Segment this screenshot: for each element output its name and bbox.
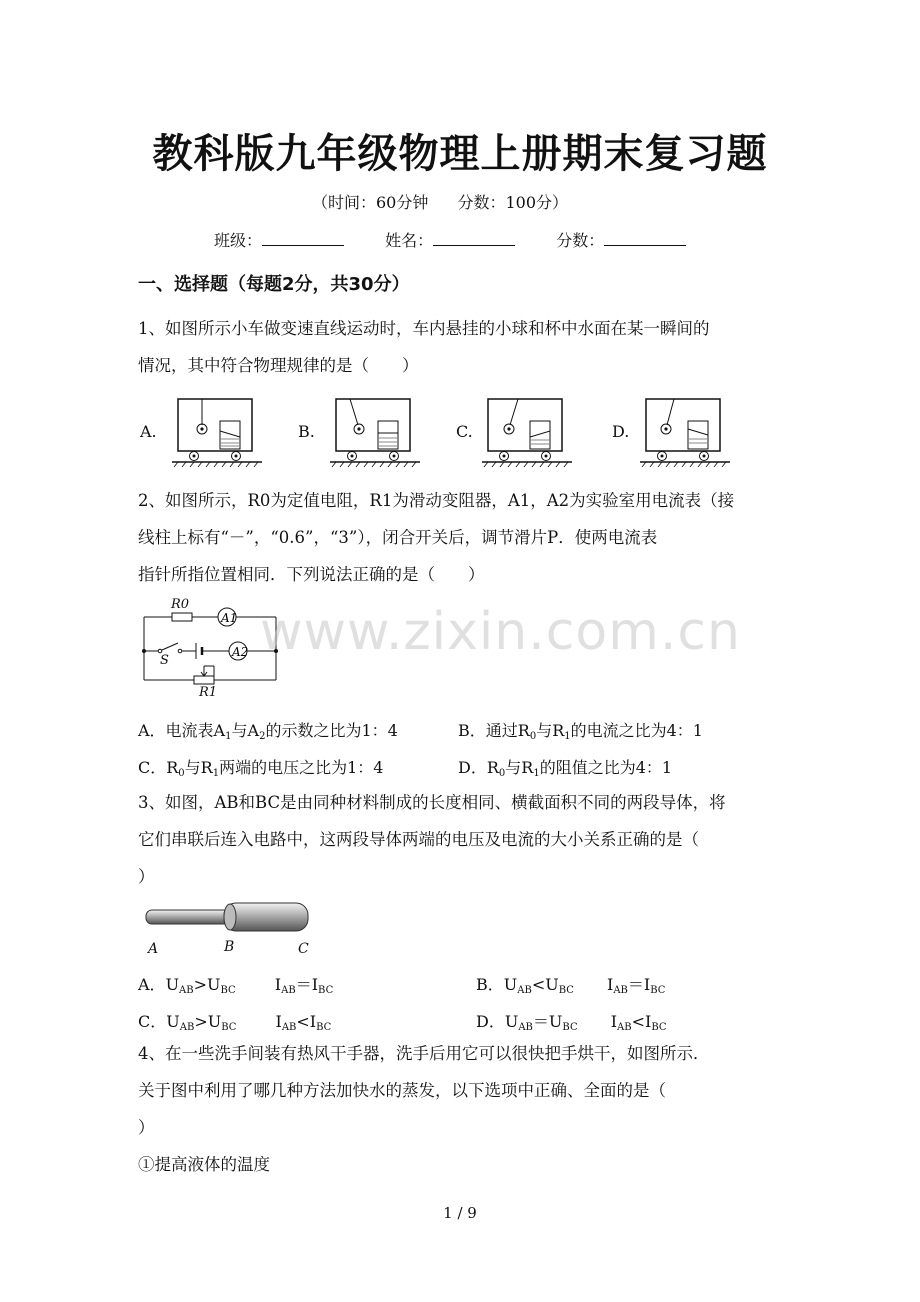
point-b-label: B bbox=[224, 939, 235, 955]
q3-option-a[interactable]: A．$U_{AB}>U_{BC}$ $I_{AB}=I_{BC}$ bbox=[138, 975, 334, 996]
r0-label: R0 bbox=[171, 597, 190, 612]
point-c-label: C bbox=[298, 941, 309, 957]
question-3 bbox=[138, 784, 784, 895]
score-field[interactable]: 分数： bbox=[556, 228, 686, 251]
cart-figure-b bbox=[328, 395, 422, 469]
exam-info bbox=[0, 190, 880, 213]
question-3-line-3: ） bbox=[138, 867, 155, 886]
question-4-item-1: ①提高液体的温度 bbox=[138, 1155, 270, 1174]
question-4-line-1: 4、在一些洗手间装有热风干手器，洗手后用它可以很快把手烘干，如图所示． bbox=[138, 1044, 710, 1063]
q1-option-a-label[interactable]: A. bbox=[140, 422, 157, 441]
q1-option-c-label[interactable]: C. bbox=[456, 422, 473, 441]
q3-option-b[interactable]: B．$U_{AB}<U_{BC}$ $I_{AB}=I_{BC}$ bbox=[476, 975, 666, 996]
q2-option-c[interactable]: C．$R_0$与$R_1$两端的电压之比为1：4 bbox=[138, 758, 384, 779]
question-4-line-3: ） bbox=[138, 1118, 155, 1137]
question-3-line-1: 3、如图，AB和BC是由同种材料制成的长度相同、横截面积不同的两段导体，将 bbox=[138, 793, 726, 812]
name-field[interactable]: 姓名： bbox=[385, 228, 515, 251]
cart-figure-c bbox=[480, 395, 574, 469]
question-4 bbox=[138, 1035, 784, 1183]
student-fields bbox=[214, 228, 722, 251]
score-info: 分数：100分） bbox=[457, 193, 568, 212]
question-2-line-2: 线柱上标有“－”，“0.6”，“3”），闭合开关后，调节滑片P．使两电流表 bbox=[138, 528, 658, 547]
switch-label: S bbox=[160, 653, 169, 668]
q1-option-d-label[interactable]: D. bbox=[612, 422, 630, 441]
question-1 bbox=[138, 310, 784, 384]
a1-label: A1 bbox=[221, 611, 238, 625]
q3-option-d[interactable]: D．$U_{AB}=U_{BC}$ $I_{AB}<I_{BC}$ bbox=[476, 1012, 667, 1033]
question-3-line-2: 它们串联后连入电路中，这两段导体两端的电压及电流的大小关系正确的是（ bbox=[138, 830, 699, 849]
section-heading: 一、选择题（每题2分，共30分） bbox=[138, 274, 410, 295]
class-field[interactable]: 班级： bbox=[214, 228, 344, 251]
point-a-label: A bbox=[148, 941, 159, 957]
r1-label: R1 bbox=[199, 685, 218, 700]
question-2 bbox=[138, 482, 784, 593]
q2-option-b[interactable]: B．通过$R_0$与$R_1$的电流之比为4：1 bbox=[458, 721, 703, 742]
q2-option-d[interactable]: D．$R_0$与$R_1$的阻值之比为4：1 bbox=[458, 758, 673, 779]
page-title: 教科版九年级物理上册期末复习题 bbox=[152, 131, 768, 177]
question-1-line-2: 情况，其中符合物理规律的是（ ） bbox=[138, 356, 419, 375]
question-4-line-2: 关于图中利用了哪几种方法加快水的蒸发，以下选项中正确、全面的是（ bbox=[138, 1081, 666, 1100]
q2-option-a[interactable]: A．电流表$A_1$与$A_2$的示数之比为1：4 bbox=[138, 721, 398, 742]
question-2-line-1: 2、如图所示，R0为定值电阻，R1为滑动变阻器，A1，A2为实验室用电流表（接 bbox=[138, 491, 735, 510]
q3-option-c[interactable]: C．$U_{AB}>U_{BC}$ $I_{AB}<I_{BC}$ bbox=[138, 1012, 332, 1033]
watermark: www.zixin.com.cn bbox=[260, 602, 741, 662]
a2-label: A2 bbox=[232, 645, 249, 659]
time-info: （时间：60分钟 bbox=[311, 193, 429, 212]
q1-option-b-label[interactable]: B. bbox=[298, 422, 315, 441]
question-1-line-1: 1、如图所示小车做变速直线运动时，车内悬挂的小球和杯中水面在某一瞬间的 bbox=[138, 319, 710, 338]
page-number: 1 / 9 bbox=[443, 1204, 477, 1222]
cart-figure-a bbox=[170, 395, 264, 469]
cart-figure-d bbox=[638, 395, 732, 469]
conductor-figure bbox=[140, 898, 320, 960]
question-2-line-3: 指针所指位置相同．下列说法正确的是（ ） bbox=[138, 565, 485, 584]
